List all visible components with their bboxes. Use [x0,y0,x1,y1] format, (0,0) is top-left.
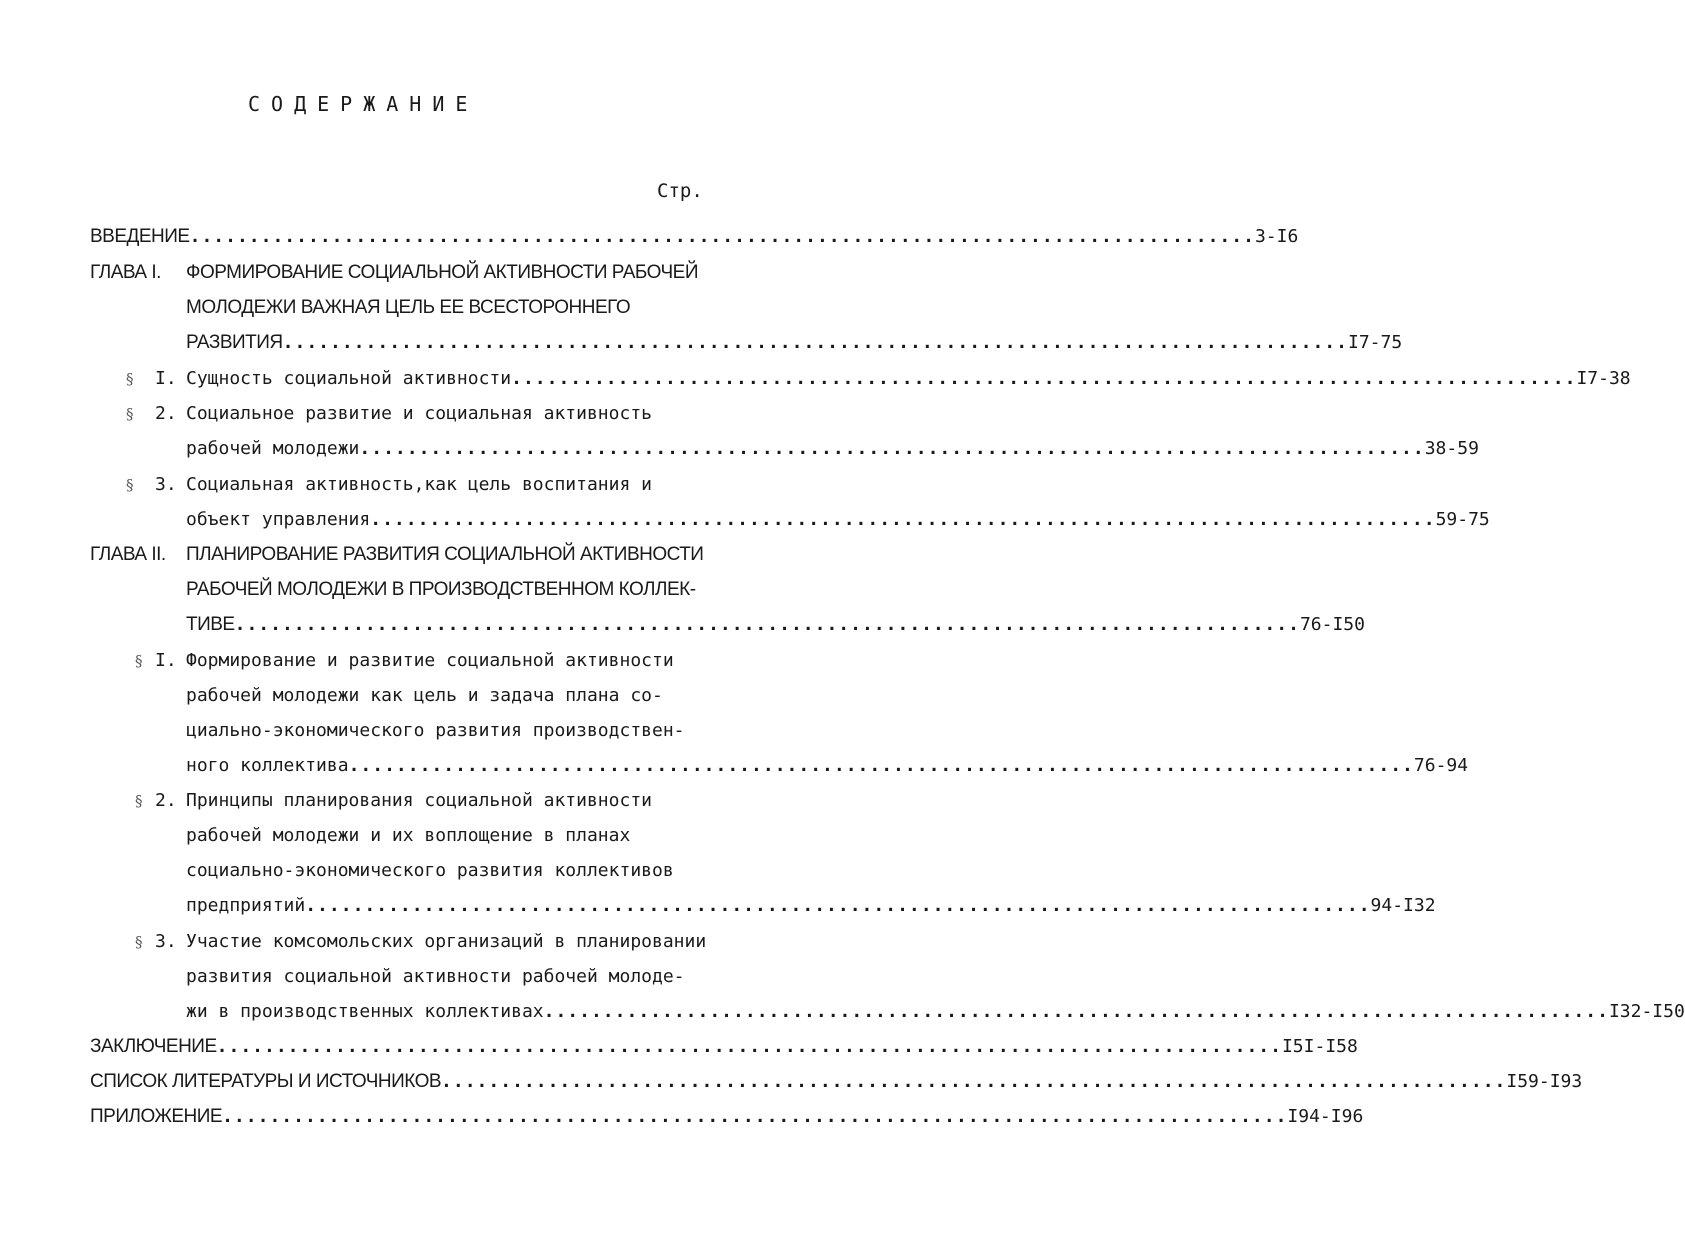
toc-entry-bibliography[interactable] [90,1069,1583,1095]
entry-title: РАЗВИТИЯ [186,332,283,353]
entry-pages: 76-94 [1413,755,1469,776]
entry-pages: 59-75 [1435,509,1490,530]
leader-dots: .......................................................................................... [305,895,1371,916]
entry-title: ного коллектива [186,755,349,776]
section-sign-icon: § [135,933,143,951]
toc-entry-chapter-2[interactable] [186,612,1365,638]
leader-dots: .......................................................................................... [234,614,1300,635]
page-column-label: Стр. [657,180,703,202]
chapter-2-title-line1[interactable]: ПЛАНИРОВАНИЕ РАЗВИТИЯ СОЦИАЛЬНОЙ АКТИВНОСТИ [186,544,704,565]
toc-entry-appendix[interactable] [90,1104,1364,1130]
entry-title-line3[interactable]: социально-экономического развития коллективов [186,860,674,881]
section-sign-icon: § [135,652,143,670]
leader-dots: .......................................................................................... [282,332,1348,353]
section-sign-icon: § [126,405,134,423]
toc-entry-ch1-s2[interactable] [186,436,1479,462]
entry-title-line1[interactable]: Участие комсомольских организаций в планировании [186,931,707,952]
entry-pages: 76-I50 [1299,614,1365,635]
entry-title-line2[interactable]: развития социальной активности рабочей молоде- [186,966,685,987]
entry-pages: 3-I6 [1254,226,1299,247]
chapter-1-title-line1[interactable]: ФОРМИРОВАНИЕ СОЦИАЛЬНОЙ АКТИВНОСТИ РАБОЧЕЙ [186,262,698,283]
entry-title: ПРИЛОЖЕНИЕ [90,1106,223,1127]
chapter-2-label: ГЛАВА II. [90,544,166,565]
entry-title-line3[interactable]: циально-экономического развития производствен- [186,720,685,741]
leader-dots: .......................................................................................... [511,368,1577,389]
toc-entry-intro[interactable] [90,224,1299,250]
leader-dots: .......................................................................................... [370,509,1436,530]
toc-entry-ch2-s1[interactable] [186,753,1469,779]
leader-dots: .......................................................................................... [216,1036,1282,1057]
entry-title-line1[interactable]: Формирование и развитие социальной активности [186,650,674,671]
entry-pages: I7-38 [1576,368,1631,389]
entry-title-line1[interactable]: Социальное развитие и социальная активность [186,403,652,424]
chapter-1-title-line2[interactable]: МОЛОДЕЖИ ВАЖНАЯ ЦЕЛЬ ЕЕ ВСЕСТОРОННЕГО [186,297,631,318]
entry-title: СПИСОК ЛИТЕРАТУРЫ И ИСТОЧНИКОВ [90,1071,442,1092]
entry-title: рабочей молодежи [186,438,360,459]
entry-title: ВВЕДЕНИЕ [90,226,190,247]
entry-pages: I59-I93 [1506,1071,1583,1092]
entry-title: предприятий [186,895,306,916]
entry-pages: I32-I50 [1608,1001,1685,1022]
entry-pages: I94-I96 [1287,1106,1364,1127]
section-sign-icon: § [126,476,134,494]
entry-pages: I7-75 [1347,332,1403,353]
entry-title: ЗАКЛЮЧЕНИЕ [90,1036,217,1057]
toc-entry-ch2-s3[interactable] [186,999,1685,1025]
section-number: 2. [155,403,177,424]
section-number: 2. [155,790,177,811]
leader-dots: .......................................................................................... [189,226,1255,247]
entry-title: жи в производственных коллективах [186,1001,544,1022]
entry-title: объект управления [186,509,371,530]
leader-dots: .......................................................................................... [348,755,1414,776]
toc-entry-chapter-1[interactable] [186,330,1403,356]
leader-dots: .......................................................................................... [359,438,1425,459]
entry-title-line1[interactable]: Принципы планирования социальной активности [186,790,652,811]
entry-title-line1[interactable]: Социальная активность,как цель воспитания и [186,474,652,495]
entry-pages: I5I-I58 [1281,1036,1358,1057]
section-number: 3. [155,474,177,495]
toc-entry-ch1-s3[interactable] [186,507,1490,533]
page-title: СОДЕРЖАНИЕ [248,92,479,116]
section-sign-icon: § [135,792,143,810]
entry-pages: 94-I32 [1370,895,1436,916]
section-number: I. [155,368,177,389]
entry-pages: 38-59 [1424,438,1479,459]
section-sign-icon: § [126,370,134,388]
leader-dots: .......................................................................................... [543,1001,1609,1022]
entry-title: ТИВЕ [186,614,235,635]
entry-title-line2[interactable]: рабочей молодежи как цель и задача плана со- [186,685,663,706]
chapter-2-title-line2[interactable]: РАБОЧЕЙ МОЛОДЕЖИ В ПРОИЗВОДСТВЕННОМ КОЛЛЕК- [186,579,696,600]
entry-title: Сущность социальной активности [186,368,512,389]
toc-entry-ch1-s1[interactable] [186,366,1631,392]
toc-entry-conclusion[interactable] [90,1034,1358,1060]
section-number: I. [155,650,177,671]
section-number: 3. [155,931,177,952]
toc-entry-ch2-s2[interactable] [186,893,1436,919]
entry-title-line2[interactable]: рабочей молодежи и их воплощение в планах [186,825,631,846]
chapter-1-label: ГЛАВА I. [90,262,161,283]
leader-dots: .......................................................................................... [222,1106,1288,1127]
leader-dots: .......................................................................................... [441,1071,1507,1092]
